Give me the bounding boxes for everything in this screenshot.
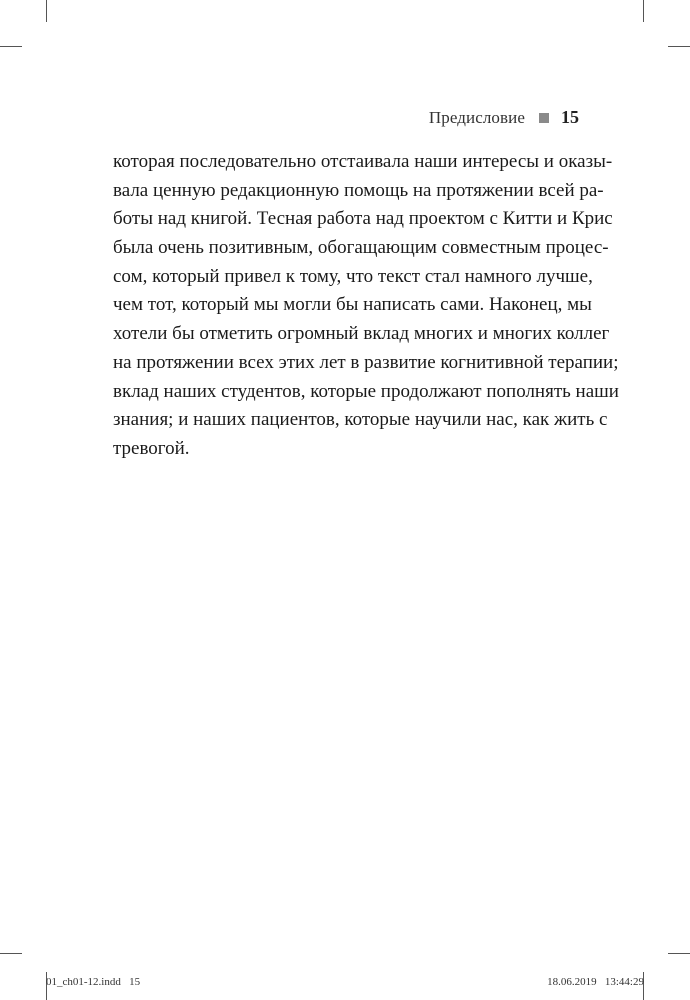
text-line: боты над книгой. Тесная работа над проектом с Китти и Крис — [113, 208, 613, 230]
text-line: знания; и наших пациентов, которые научили нас, как жить с — [113, 409, 608, 431]
print-timestamp: 18.06.2019 13:44:29 — [547, 976, 644, 988]
crop-mark-right-top — [668, 46, 690, 47]
text-line: вала ценную редакционную помощь на протяжении всей ра- — [113, 179, 604, 201]
running-header — [429, 107, 579, 128]
body-paragraph — [113, 148, 619, 464]
text-line: вклад наших студентов, которые продолжают пополнять наши — [113, 380, 619, 402]
text-line: которая последовательно отстаивала наши интересы и оказы- — [113, 151, 613, 172]
text-line: сом, который привел к тому, что текст стал намного лучше, — [113, 265, 593, 287]
crop-mark-left-top — [0, 46, 22, 47]
section-title: Предисловие — [428, 107, 525, 127]
crop-mark-right-bottom — [668, 953, 690, 954]
crop-mark-left-bottom — [0, 953, 22, 954]
text-line: тревогой. — [113, 437, 190, 459]
text-line: на протяжении всех этих лет в развитие когнитивной терапии; — [113, 351, 619, 373]
text-line: чем тот, который мы могли бы написать сами. Наконец, мы — [113, 294, 592, 316]
crop-mark-top-left — [46, 0, 47, 22]
text-line: хотели бы отметить огромный вклад многих и многих коллег — [113, 323, 610, 345]
file-slug: 01_ch01-12.indd 15 — [46, 976, 141, 988]
square-bullet-icon — [539, 113, 549, 123]
text-line: была очень позитивным, обогащающим совместным процес- — [113, 237, 609, 259]
crop-mark-top-right — [643, 0, 644, 22]
page-number: 15 — [561, 107, 579, 127]
